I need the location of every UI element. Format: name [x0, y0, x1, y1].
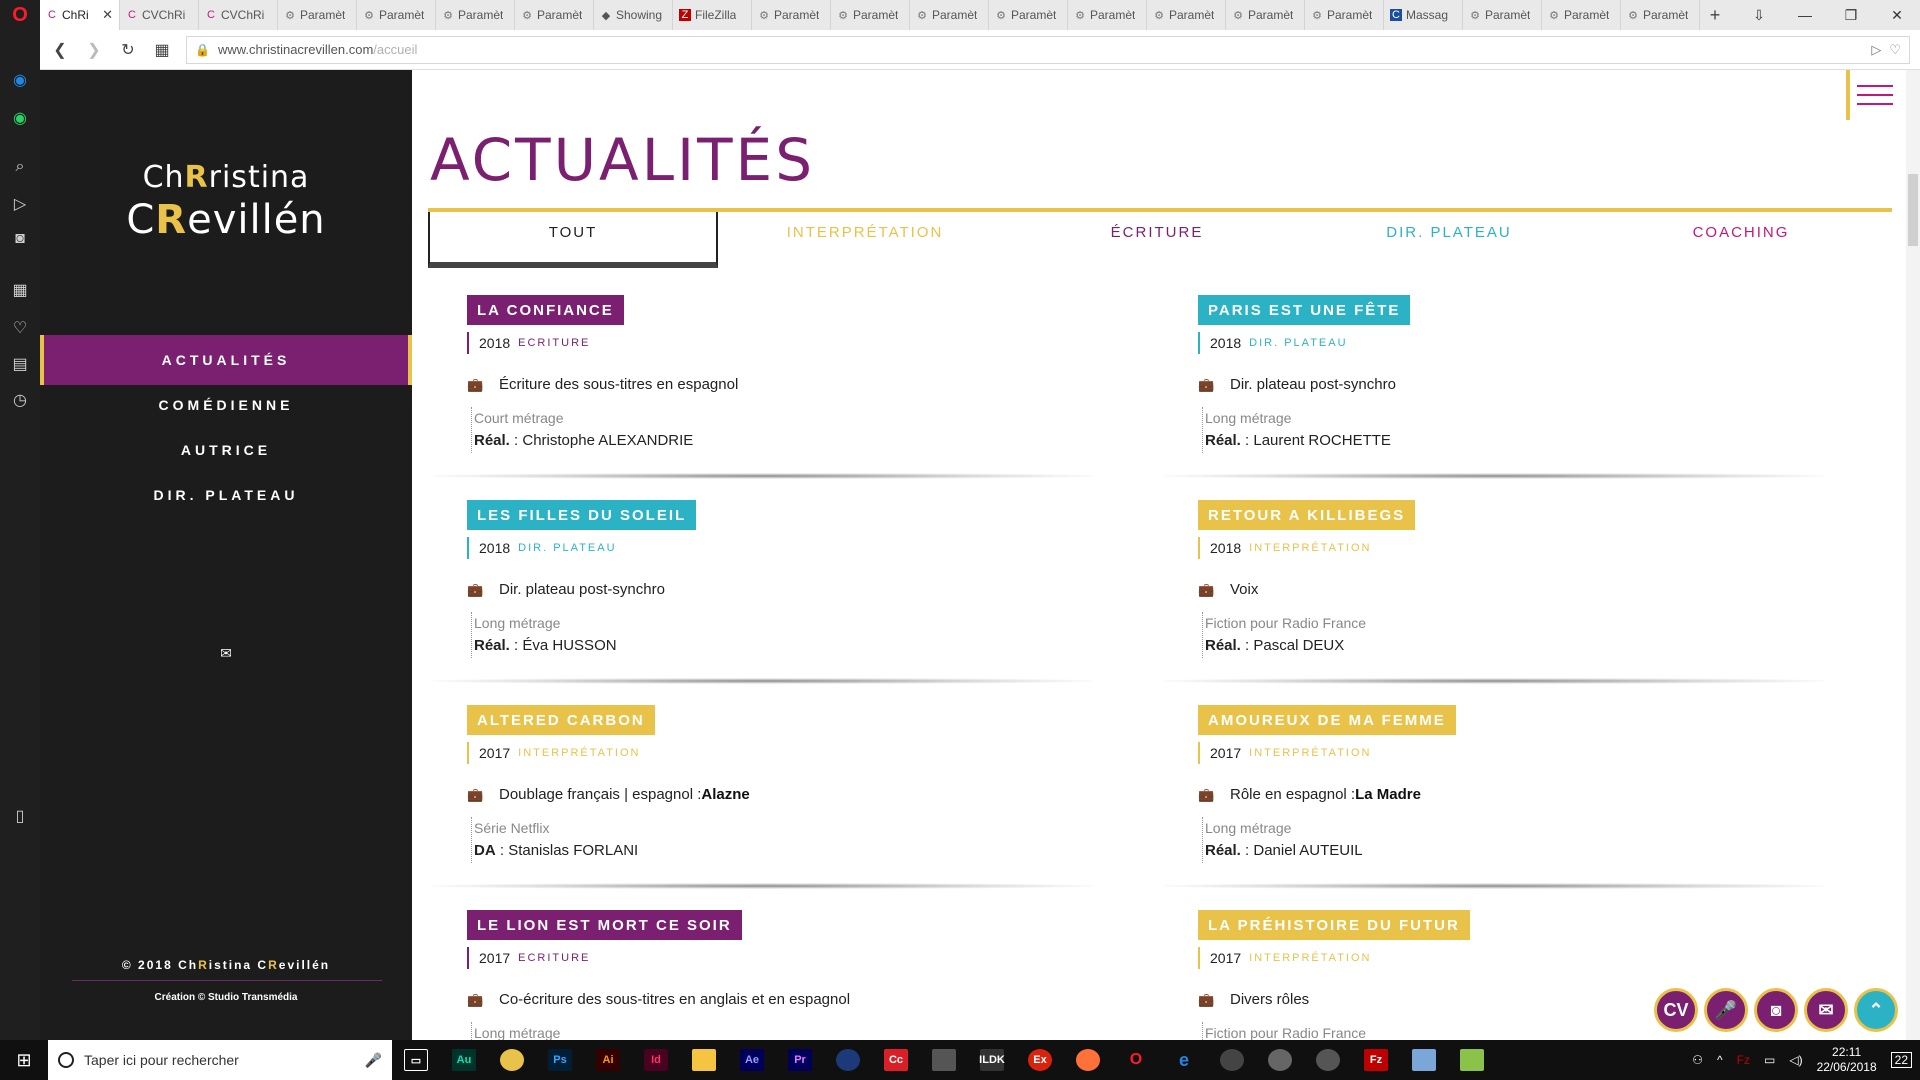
nav-dir-plateau[interactable]: DIR. PLATEAU: [153, 487, 299, 503]
url-path: /accueil: [373, 42, 418, 57]
briefcase-icon: 💼: [467, 581, 484, 597]
briefcase-icon: 💼: [467, 786, 484, 802]
browser-tab[interactable]: [1147, 0, 1226, 30]
network-icon[interactable]: ▭: [1764, 1053, 1776, 1067]
logo-text: R: [184, 160, 209, 195]
gear-icon: ⚙: [364, 9, 374, 22]
card-desc-text: Dir. plateau post-synchro: [499, 581, 665, 598]
taskbar-search[interactable]: [48, 1040, 392, 1080]
edge-icon[interactable]: e: [1178, 1049, 1189, 1070]
tab-label: Paramèt: [537, 8, 583, 22]
crew-role: Réal.: [1205, 637, 1241, 654]
crew-person: Daniel AUTEUIL: [1253, 842, 1363, 859]
browser-tab[interactable]: [673, 0, 752, 30]
card-description: [1198, 376, 1396, 393]
opera-logo-icon[interactable]: O: [0, 0, 40, 30]
card-info: [1202, 407, 1391, 453]
crew-person: Stanislas FORLANI: [508, 842, 639, 859]
browser-tab[interactable]: [752, 0, 831, 30]
tab-menu-icon[interactable]: ⇩: [1753, 6, 1765, 23]
card-desc-text: Dir. plateau post-synchro: [1230, 376, 1396, 393]
c-icon: C: [128, 9, 136, 21]
new-tab-button[interactable]: +: [1709, 4, 1721, 25]
tab-label: Paramèt: [1169, 8, 1215, 22]
minimize-button[interactable]: —: [1798, 7, 1812, 23]
card-meta: [467, 537, 617, 559]
indesign-icon[interactable]: Id: [632, 1040, 680, 1080]
nav-comedienne[interactable]: COMÉDIENNE: [158, 397, 294, 413]
tab-label: CVChRi: [142, 8, 186, 22]
site-sidebar: [40, 70, 412, 1040]
news-card[interactable]: [467, 910, 1147, 1040]
app-icon[interactable]: [1208, 1040, 1256, 1080]
logo-text: C: [126, 197, 156, 243]
clock[interactable]: [1817, 1045, 1877, 1075]
logo-text: Ch: [142, 160, 185, 195]
news-card[interactable]: [1198, 705, 1878, 895]
card-category: INTERPRÉTATION: [1249, 952, 1372, 964]
briefcase-icon: 💼: [1198, 581, 1215, 597]
card-shadow: [433, 678, 1093, 684]
card-info: [1202, 817, 1363, 863]
news-icon[interactable]: ▤: [12, 356, 28, 373]
card-category: INTERPRÉTATION: [1249, 542, 1372, 554]
crew-person: Christophe ALEXANDRIE: [522, 432, 694, 449]
card-crew: Réal. : Christophe ALEXANDRIE: [474, 432, 694, 449]
crew-person: Éva HUSSON: [522, 637, 617, 654]
tab-label: Paramèt: [932, 8, 978, 22]
card-category: DIR. PLATEAU: [1249, 337, 1348, 349]
scrollbar[interactable]: [1906, 70, 1920, 1040]
card-desc-text: Voix: [1230, 581, 1259, 598]
after-effects-icon[interactable]: Ae: [728, 1040, 776, 1080]
app-icon[interactable]: [1256, 1040, 1304, 1080]
tab-label: Paramèt: [853, 8, 899, 22]
browser-tab[interactable]: [357, 0, 436, 30]
notifications-icon[interactable]: 22: [1891, 1052, 1912, 1068]
card-meta: [467, 742, 640, 764]
card-shadow: [1164, 678, 1824, 684]
card-title[interactable]: PARIS EST UNE FÊTE: [1198, 295, 1410, 325]
news-card[interactable]: [467, 500, 1147, 690]
card-shadow: [433, 473, 1093, 479]
camera-icon[interactable]: ◙: [1754, 988, 1798, 1032]
tab-label: CVChRi: [221, 8, 265, 22]
card-desc-role: Alazne: [701, 786, 750, 803]
card-info: [1202, 1022, 1366, 1040]
github-icon: ◆: [601, 9, 611, 22]
system-tray: [1692, 1045, 1920, 1075]
gear-icon: ⚙: [522, 9, 532, 22]
card-category: ECRITURE: [518, 952, 591, 964]
people-icon[interactable]: ⚇: [1692, 1053, 1704, 1067]
card-year: 2017: [479, 745, 511, 761]
whatsapp-icon[interactable]: ◉: [13, 110, 27, 127]
gear-icon: ⚙: [1470, 9, 1480, 22]
tab-label: Paramèt: [1090, 8, 1136, 22]
card-desc-text: Rôle en espagnol :: [1230, 786, 1356, 803]
card-crew: Réal. : Daniel AUTEUIL: [1205, 842, 1363, 859]
browser-tab[interactable]: [989, 0, 1068, 30]
address-bar: [40, 30, 1920, 70]
briefcase-icon: 💼: [467, 376, 484, 392]
gear-icon: ⚙: [1312, 9, 1322, 22]
card-kind: Série Netflix: [474, 820, 550, 836]
filezilla-icon[interactable]: Fz: [1352, 1040, 1400, 1080]
explorer-icon[interactable]: [680, 1040, 728, 1080]
card-title[interactable]: LE LION EST MORT CE SOIR: [467, 910, 742, 940]
news-card[interactable]: [467, 705, 1147, 895]
camera-icon[interactable]: ◙: [15, 230, 25, 247]
card-kind: Long métrage: [1205, 820, 1292, 836]
send-icon[interactable]: ▷: [1871, 41, 1882, 57]
gear-icon: ⚙: [838, 9, 848, 22]
gear-icon: ⚙: [996, 9, 1006, 22]
filezilla-icon: Z: [679, 9, 691, 21]
browser-tab[interactable]: [1226, 0, 1305, 30]
card-category: DIR. PLATEAU: [518, 542, 617, 554]
card-info: [1202, 612, 1366, 658]
creative-cloud-icon[interactable]: Cc: [872, 1040, 920, 1080]
hamburger-menu-icon[interactable]: [1846, 70, 1900, 120]
briefcase-icon: 💼: [1198, 991, 1215, 1007]
cinema4d-icon[interactable]: [824, 1040, 872, 1080]
browser-tab[interactable]: [1384, 0, 1463, 30]
tab-label: Showing: [616, 8, 663, 22]
browser-tab-bar: [0, 0, 1920, 30]
nav-autrice[interactable]: AUTRICE: [180, 442, 272, 458]
logo-text: R: [155, 197, 188, 243]
crew-role: DA: [474, 842, 496, 859]
clock-time: 22:11: [1832, 1045, 1862, 1059]
card-kind: Fiction pour Radio France: [1205, 615, 1367, 631]
browser-tab[interactable]: [1542, 0, 1621, 30]
gear-icon: ⚙: [285, 9, 295, 22]
card-shadow: [433, 883, 1093, 889]
card-kind: Long métrage: [474, 1025, 561, 1040]
card-category: ECRITURE: [518, 337, 591, 349]
card-desc-text: Co-écriture des sous-titres en anglais et en espagnol: [499, 991, 851, 1008]
briefcase-icon: 💼: [1198, 786, 1215, 802]
card-year: 2018: [479, 540, 511, 556]
logo-text: evillén: [187, 197, 326, 243]
close-window-button[interactable]: ✕: [1891, 6, 1903, 23]
logo-text: ristina: [208, 160, 310, 195]
filezilla-tray-icon[interactable]: Fz: [1736, 1053, 1750, 1067]
card-title[interactable]: LA CONFIANCE: [467, 295, 624, 325]
premiere-icon[interactable]: Pr: [776, 1040, 824, 1080]
window-controls: [1736, 0, 1920, 30]
card-description: [467, 991, 850, 1008]
browser-tab[interactable]: [199, 0, 278, 30]
card-info: [471, 817, 638, 863]
briefcase-icon: 💼: [467, 991, 484, 1007]
send-icon[interactable]: ▷: [13, 196, 27, 213]
lock-icon: 🔒: [195, 42, 210, 57]
gear-icon: ⚙: [759, 9, 769, 22]
main-content: [412, 70, 1920, 1040]
card-meta: [1198, 332, 1348, 354]
browser-tab[interactable]: [1305, 0, 1384, 30]
bookmark-heart-icon[interactable]: ♡: [1889, 41, 1901, 57]
site-logo[interactable]: [40, 160, 412, 243]
card-desc-text: Doublage français | espagnol :: [499, 786, 702, 803]
gear-icon: ⚙: [1233, 9, 1243, 22]
tab-label: Paramèt: [1248, 8, 1294, 22]
opera-icon[interactable]: O: [1129, 1051, 1143, 1068]
tab-label: Paramèt: [1327, 8, 1373, 22]
browser-tab[interactable]: [278, 0, 357, 30]
c-blue-icon: C: [1390, 9, 1402, 21]
app-icon[interactable]: [1304, 1040, 1352, 1080]
card-desc-role: La Madre: [1355, 786, 1421, 803]
search-placeholder: Taper ici pour rechercher: [84, 1052, 239, 1068]
cv-button[interactable]: [1654, 988, 1698, 1032]
browser-tab[interactable]: [515, 0, 594, 30]
reload-button[interactable]: ↻: [121, 41, 135, 59]
crew-role: Réal.: [474, 432, 510, 449]
card-kind: Long métrage: [474, 615, 561, 631]
chrome-icon[interactable]: [488, 1040, 536, 1080]
tab-label: Paramèt: [1485, 8, 1531, 22]
sidebar-toggle-icon[interactable]: ▯: [15, 808, 25, 825]
app-icon[interactable]: ILDK: [968, 1040, 1016, 1080]
gear-icon: ⚙: [1549, 9, 1559, 22]
card-title[interactable]: LES FILLES DU SOLEIL: [467, 500, 696, 530]
forward-button[interactable]: ❯: [87, 41, 101, 59]
filter-tab[interactable]: INTERPRÉTATION: [786, 224, 944, 241]
card-title[interactable]: ALTERED CARBON: [467, 705, 655, 735]
card-desc-text: Écriture des sous-titres en espagnol: [499, 376, 739, 393]
crew-person: Pascal DEUX: [1253, 637, 1345, 654]
volume-icon[interactable]: ◁): [1789, 1053, 1803, 1067]
tab-label: Paramèt: [1011, 8, 1057, 22]
card-description: [467, 376, 738, 393]
card-meta: [1198, 537, 1371, 559]
notepad-icon[interactable]: [1448, 1040, 1496, 1080]
speed-dial-icon[interactable]: ▦: [12, 282, 28, 299]
firefox-icon[interactable]: [1064, 1040, 1112, 1080]
tab-label: Massag: [1406, 8, 1449, 22]
news-card[interactable]: [467, 295, 1147, 485]
browser-tab[interactable]: [1068, 0, 1147, 30]
browser-tab[interactable]: [1463, 0, 1542, 30]
restore-button[interactable]: ❐: [1844, 6, 1858, 23]
opera-sidebar: [0, 30, 40, 1040]
tab-strip: [40, 0, 1700, 30]
windows-start-icon[interactable]: ⊞: [16, 1049, 32, 1070]
crew-role: Réal.: [1205, 842, 1241, 859]
close-tab-icon[interactable]: ✕: [102, 7, 113, 22]
card-meta: [1198, 742, 1371, 764]
microphone-icon[interactable]: 🎤: [364, 1051, 382, 1068]
card-description: [1198, 581, 1258, 598]
card-description: [467, 786, 750, 803]
tab-label: Paramèt: [379, 8, 425, 22]
tab-label: FileZilla: [695, 8, 737, 22]
card-crew: Réal. : Éva HUSSON: [474, 637, 617, 654]
credit-link[interactable]: Création © Studio Transmédia: [154, 992, 298, 1003]
browser-tab[interactable]: [40, 0, 120, 30]
card-category: INTERPRÉTATION: [518, 747, 641, 759]
clock-date: 22/06/2018: [1816, 1060, 1877, 1074]
card-crew: DA : Stanislas FORLANI: [474, 842, 639, 859]
browser-tab[interactable]: [831, 0, 910, 30]
card-year: 2018: [1210, 335, 1242, 351]
card-meta: [467, 332, 590, 354]
card-description: [1198, 786, 1421, 803]
card-crew: Réal. : Pascal DEUX: [1205, 637, 1345, 654]
microphone-icon[interactable]: 🎤: [1704, 988, 1748, 1032]
card-info: [471, 612, 617, 658]
page-title: ACTUALITÉS: [430, 126, 816, 194]
copyright: © 2018 ChRistina CRevillén: [121, 958, 331, 972]
tab-label: Paramèt: [300, 8, 346, 22]
card-shadow: [1164, 883, 1824, 889]
app-icon[interactable]: [1400, 1040, 1448, 1080]
card-crew: Réal. : Laurent ROCHETTE: [1205, 432, 1391, 449]
card-description: [1198, 991, 1309, 1008]
briefcase-icon: 💼: [1198, 376, 1215, 392]
card-year: 2018: [479, 335, 511, 351]
news-card[interactable]: [1198, 295, 1878, 485]
speed-dial-icon[interactable]: ▦: [154, 41, 170, 59]
app-icon[interactable]: Ex: [1016, 1040, 1064, 1080]
browser-tab[interactable]: [1621, 0, 1700, 30]
media-encoder-icon[interactable]: [920, 1040, 968, 1080]
tab-label: ChRi: [62, 8, 89, 22]
card-description: [467, 581, 665, 598]
cv-button-label: CV: [1663, 999, 1689, 1020]
tab-label: Paramèt: [774, 8, 820, 22]
crew-person: Laurent ROCHETTE: [1253, 432, 1391, 449]
tab-label: Paramèt: [1643, 8, 1689, 22]
url-host: www.christinacrevillen.com: [217, 42, 374, 57]
card-title[interactable]: AMOUREUX DE MA FEMME: [1198, 705, 1456, 735]
history-icon[interactable]: ◷: [13, 392, 27, 409]
nav-actualites[interactable]: ACTUALITÉS: [40, 335, 412, 385]
card-title[interactable]: LA PRÉHISTOIRE DU FUTUR: [1198, 910, 1470, 940]
mail-icon[interactable]: ✉: [220, 645, 232, 661]
filter-tab[interactable]: DIR. PLATEAU: [1386, 224, 1512, 241]
card-year: 2017: [1210, 950, 1242, 966]
filter-tab[interactable]: ÉCRITURE: [1110, 224, 1204, 241]
back-button[interactable]: ❮: [53, 41, 67, 59]
scroll-top-button[interactable]: ⌃: [1854, 988, 1898, 1032]
gear-icon: ⚙: [1075, 9, 1085, 22]
browser-tab[interactable]: [436, 0, 515, 30]
card-year: 2017: [1210, 745, 1242, 761]
c-icon: C: [207, 9, 215, 21]
c-icon: C: [48, 9, 56, 21]
audition-icon[interactable]: Au: [440, 1040, 488, 1080]
filter-tab[interactable]: TOUT: [428, 212, 718, 268]
news-card[interactable]: [1198, 500, 1878, 690]
gear-icon: ⚙: [1628, 9, 1638, 22]
filter-tab[interactable]: COACHING: [1692, 224, 1790, 241]
card-info: [471, 1022, 560, 1040]
card-year: 2018: [1210, 540, 1242, 556]
messenger-icon[interactable]: ◉: [13, 72, 27, 89]
tab-label: Paramèt: [458, 8, 504, 22]
card-title[interactable]: RETOUR A KILLIBEGS: [1198, 500, 1415, 530]
divider: [72, 980, 382, 981]
browser-tab[interactable]: [594, 0, 673, 30]
search-icon[interactable]: ⌕: [15, 158, 25, 175]
card-shadow: [1164, 473, 1824, 479]
crew-role: Réal.: [1205, 432, 1241, 449]
card-meta: [467, 947, 590, 969]
gear-icon: ⚙: [917, 9, 927, 22]
crew-role: Réal.: [474, 637, 510, 654]
scrollbar-thumb[interactable]: [1908, 174, 1918, 246]
cortana-icon: [58, 1052, 74, 1068]
heart-icon[interactable]: ♡: [12, 320, 28, 337]
gear-icon: ⚙: [443, 9, 453, 22]
windows-taskbar: [0, 1040, 1920, 1080]
browser-tab[interactable]: [120, 0, 199, 30]
card-category: INTERPRÉTATION: [1249, 747, 1372, 759]
chevron-up-icon[interactable]: ^: [1717, 1053, 1723, 1067]
photoshop-icon[interactable]: Ps: [536, 1040, 584, 1080]
gear-icon: ⚙: [1154, 9, 1164, 22]
card-kind: Court métrage: [474, 410, 564, 426]
tab-label: Paramèt: [1564, 8, 1610, 22]
card-desc-text: Divers rôles: [1230, 991, 1310, 1008]
card-kind: Fiction pour Radio France: [1205, 1025, 1367, 1040]
mail-icon[interactable]: ✉: [1804, 988, 1848, 1032]
task-view-icon[interactable]: ▭: [392, 1040, 440, 1080]
url-field[interactable]: [186, 36, 1910, 64]
card-kind: Long métrage: [1205, 410, 1292, 426]
card-meta: [1198, 947, 1371, 969]
browser-tab[interactable]: [910, 0, 989, 30]
illustrator-icon[interactable]: Ai: [584, 1040, 632, 1080]
card-info: [471, 407, 693, 453]
card-year: 2017: [479, 950, 511, 966]
